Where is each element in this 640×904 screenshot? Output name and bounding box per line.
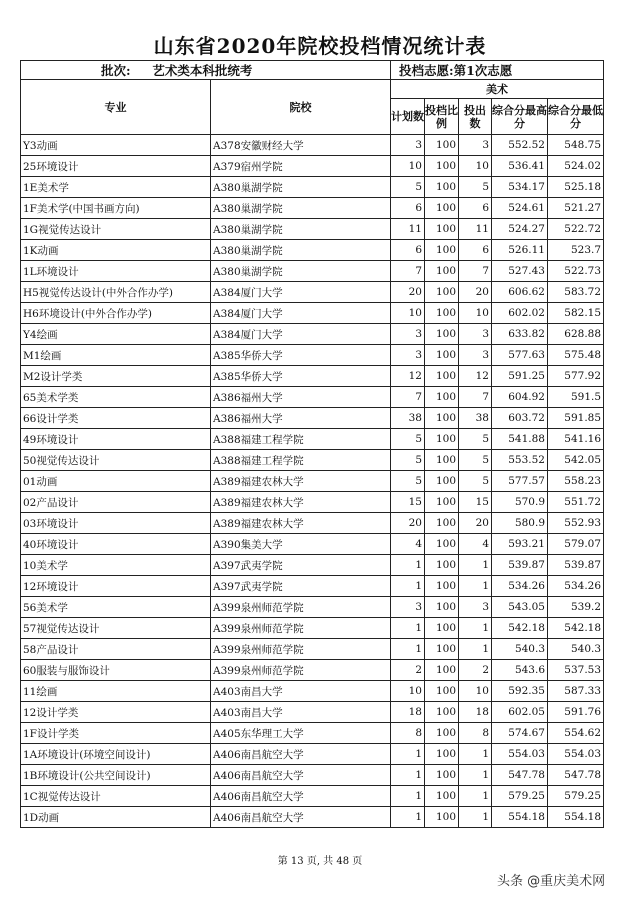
cell-ratio: 100	[425, 744, 459, 765]
cell-max: 524.27	[492, 219, 548, 240]
header-group: 美术	[391, 80, 604, 99]
cell-max: 527.43	[492, 261, 548, 282]
batch-cell	[21, 61, 391, 80]
table-row	[21, 723, 604, 744]
cell-plan: 3	[391, 135, 425, 156]
cell-major: 1D动画	[21, 807, 211, 828]
table-row	[21, 387, 604, 408]
cell-max: 543.6	[492, 660, 548, 681]
cell-major: 1L环境设计	[21, 261, 211, 282]
cell-max: 541.88	[492, 429, 548, 450]
cell-major: 49环境设计	[21, 429, 211, 450]
cell-school: A397武夷学院	[211, 576, 391, 597]
table-row	[21, 597, 604, 618]
cell-major: 1K动画	[21, 240, 211, 261]
cell-min: 582.15	[548, 303, 604, 324]
header-row-top	[21, 80, 604, 99]
cell-plan: 10	[391, 303, 425, 324]
cell-ratio: 100	[425, 429, 459, 450]
cell-plan: 5	[391, 177, 425, 198]
cell-max: 580.9	[492, 513, 548, 534]
cell-school: A388福建工程学院	[211, 429, 391, 450]
cell-plan: 12	[391, 366, 425, 387]
cell-major: 50视觉传达设计	[21, 450, 211, 471]
cell-out: 1	[459, 618, 492, 639]
cell-out: 1	[459, 786, 492, 807]
cell-out: 10	[459, 156, 492, 177]
cell-school: A385华侨大学	[211, 366, 391, 387]
cell-ratio: 100	[425, 366, 459, 387]
cell-school: A399泉州师范学院	[211, 618, 391, 639]
cell-max: 543.05	[492, 597, 548, 618]
cell-min: 552.93	[548, 513, 604, 534]
cell-max: 602.02	[492, 303, 548, 324]
cell-out: 5	[459, 450, 492, 471]
cell-plan: 38	[391, 408, 425, 429]
cell-plan: 3	[391, 324, 425, 345]
cell-ratio: 100	[425, 597, 459, 618]
cell-out: 2	[459, 660, 492, 681]
cell-out: 3	[459, 135, 492, 156]
cell-max: 552.52	[492, 135, 548, 156]
cell-out: 12	[459, 366, 492, 387]
table-row	[21, 408, 604, 429]
table-row	[21, 534, 604, 555]
cell-ratio: 100	[425, 450, 459, 471]
cell-plan: 1	[391, 786, 425, 807]
cell-school: A380巢湖学院	[211, 177, 391, 198]
cell-max: 604.92	[492, 387, 548, 408]
cell-ratio: 100	[425, 219, 459, 240]
cell-ratio: 100	[425, 471, 459, 492]
cell-max: 591.25	[492, 366, 548, 387]
page-footer: 第 13 页, 共 48 页	[277, 856, 363, 867]
cell-max: 534.26	[492, 576, 548, 597]
cell-min: 534.26	[548, 576, 604, 597]
cell-ratio: 100	[425, 618, 459, 639]
table-row	[21, 345, 604, 366]
cell-min: 591.76	[548, 702, 604, 723]
header-ratio: 投档比例	[425, 99, 459, 135]
cell-ratio: 100	[425, 303, 459, 324]
cell-max: 554.18	[492, 807, 548, 828]
cell-min: 539.87	[548, 555, 604, 576]
cell-major: M2设计学类	[21, 366, 211, 387]
table-row	[21, 177, 604, 198]
cell-out: 3	[459, 324, 492, 345]
cell-max: 606.62	[492, 282, 548, 303]
table-row	[21, 639, 604, 660]
cell-plan: 7	[391, 387, 425, 408]
cell-ratio: 100	[425, 135, 459, 156]
batch-row	[21, 61, 604, 80]
cell-ratio: 100	[425, 198, 459, 219]
cell-out: 20	[459, 282, 492, 303]
cell-out: 1	[459, 807, 492, 828]
cell-min: 579.25	[548, 786, 604, 807]
cell-school: A388福建工程学院	[211, 450, 391, 471]
cell-major: H6环境设计(中外合作办学)	[21, 303, 211, 324]
cell-out: 6	[459, 240, 492, 261]
table-row	[21, 450, 604, 471]
cell-ratio: 100	[425, 156, 459, 177]
cell-out: 7	[459, 387, 492, 408]
cell-plan: 6	[391, 240, 425, 261]
cell-min: 541.16	[548, 429, 604, 450]
cell-plan: 1	[391, 639, 425, 660]
cell-plan: 1	[391, 618, 425, 639]
table-row	[21, 681, 604, 702]
cell-plan: 7	[391, 261, 425, 282]
cell-plan: 10	[391, 156, 425, 177]
cell-major: H5视觉传达设计(中外合作办学)	[21, 282, 211, 303]
cell-major: 02产品设计	[21, 492, 211, 513]
cell-out: 1	[459, 639, 492, 660]
cell-out: 10	[459, 681, 492, 702]
cell-plan: 5	[391, 450, 425, 471]
cell-ratio: 100	[425, 261, 459, 282]
cell-major: Y4绘画	[21, 324, 211, 345]
cell-min: 628.88	[548, 324, 604, 345]
round-cell: 投档志愿:第1次志愿	[391, 61, 604, 80]
cell-major: M1绘画	[21, 345, 211, 366]
cell-max: 534.17	[492, 177, 548, 198]
cell-plan: 8	[391, 723, 425, 744]
cell-school: A399泉州师范学院	[211, 660, 391, 681]
cell-ratio: 100	[425, 324, 459, 345]
cell-ratio: 100	[425, 513, 459, 534]
cell-min: 554.18	[548, 807, 604, 828]
cell-max: 536.41	[492, 156, 548, 177]
cell-out: 1	[459, 765, 492, 786]
cell-school: A406南昌航空大学	[211, 786, 391, 807]
header-major: 专业	[21, 80, 211, 135]
cell-plan: 1	[391, 744, 425, 765]
cell-min: 522.73	[548, 261, 604, 282]
table-row	[21, 786, 604, 807]
cell-school: A399泉州师范学院	[211, 639, 391, 660]
cell-major: 57视觉传达设计	[21, 618, 211, 639]
cell-plan: 10	[391, 681, 425, 702]
cell-min: 542.05	[548, 450, 604, 471]
cell-out: 5	[459, 177, 492, 198]
cell-out: 18	[459, 702, 492, 723]
cell-plan: 2	[391, 660, 425, 681]
cell-max: 554.03	[492, 744, 548, 765]
table-row	[21, 240, 604, 261]
cell-school: A380巢湖学院	[211, 198, 391, 219]
watermark: 头条 @重庆美术网	[497, 874, 606, 889]
table-row	[21, 324, 604, 345]
cell-major: 1F美术学(中国书画方向)	[21, 198, 211, 219]
cell-min: 554.62	[548, 723, 604, 744]
cell-ratio: 100	[425, 639, 459, 660]
cell-max: 547.78	[492, 765, 548, 786]
cell-ratio: 100	[425, 723, 459, 744]
cell-min: 547.78	[548, 765, 604, 786]
header-school: 院校	[211, 80, 391, 135]
header-min: 综合分最低分	[548, 99, 604, 135]
cell-major: 1E美术学	[21, 177, 211, 198]
cell-min: 525.18	[548, 177, 604, 198]
cell-ratio: 100	[425, 240, 459, 261]
cell-plan: 11	[391, 219, 425, 240]
statistics-sheet	[20, 60, 603, 828]
table-row	[21, 366, 604, 387]
header-max: 综合分最高分	[492, 99, 548, 135]
cell-school: A406南昌航空大学	[211, 807, 391, 828]
cell-out: 6	[459, 198, 492, 219]
table-row	[21, 513, 604, 534]
cell-major: 58产品设计	[21, 639, 211, 660]
cell-major: 12设计学类	[21, 702, 211, 723]
table-row	[21, 618, 604, 639]
cell-school: A389福建农林大学	[211, 513, 391, 534]
table-row	[21, 660, 604, 681]
cell-min: 524.02	[548, 156, 604, 177]
cell-ratio: 100	[425, 534, 459, 555]
cell-min: 558.23	[548, 471, 604, 492]
cell-ratio: 100	[425, 681, 459, 702]
cell-out: 1	[459, 744, 492, 765]
cell-major: 65美术学类	[21, 387, 211, 408]
cell-plan: 5	[391, 471, 425, 492]
cell-school: A405东华理工大学	[211, 723, 391, 744]
cell-school: A384厦门大学	[211, 282, 391, 303]
cell-ratio: 100	[425, 492, 459, 513]
cell-school: A379宿州学院	[211, 156, 391, 177]
cell-min: 542.18	[548, 618, 604, 639]
table-row	[21, 807, 604, 828]
cell-out: 8	[459, 723, 492, 744]
cell-school: A389福建农林大学	[211, 471, 391, 492]
table-row	[21, 429, 604, 450]
cell-school: A399泉州师范学院	[211, 597, 391, 618]
cell-min: 583.72	[548, 282, 604, 303]
cell-major: 1F设计学类	[21, 723, 211, 744]
table-row	[21, 219, 604, 240]
cell-max: 524.61	[492, 198, 548, 219]
cell-min: 548.75	[548, 135, 604, 156]
table-row	[21, 471, 604, 492]
cell-min: 551.72	[548, 492, 604, 513]
cell-major: 10美术学	[21, 555, 211, 576]
cell-school: A403南昌大学	[211, 681, 391, 702]
cell-plan: 4	[391, 534, 425, 555]
cell-school: A390集美大学	[211, 534, 391, 555]
table-row	[21, 492, 604, 513]
cell-max: 542.18	[492, 618, 548, 639]
cell-out: 5	[459, 471, 492, 492]
header-plan: 计划数	[391, 99, 425, 135]
cell-school: A384厦门大学	[211, 324, 391, 345]
cell-school: A386福州大学	[211, 408, 391, 429]
cell-plan: 3	[391, 345, 425, 366]
batch-value: 艺术类本科批统考	[152, 63, 253, 78]
cell-min: 577.92	[548, 366, 604, 387]
cell-min: 579.07	[548, 534, 604, 555]
page-title: 山东省2020年院校投档情况统计表	[153, 34, 487, 58]
cell-min: 554.03	[548, 744, 604, 765]
cell-major: 60服装与服饰设计	[21, 660, 211, 681]
cell-ratio: 100	[425, 345, 459, 366]
cell-max: 539.87	[492, 555, 548, 576]
table-row	[21, 282, 604, 303]
cell-ratio: 100	[425, 177, 459, 198]
table-row	[21, 744, 604, 765]
cell-plan: 15	[391, 492, 425, 513]
cell-plan: 3	[391, 597, 425, 618]
cell-max: 603.72	[492, 408, 548, 429]
cell-out: 1	[459, 555, 492, 576]
cell-out: 1	[459, 576, 492, 597]
cell-major: 1B环境设计(公共空间设计)	[21, 765, 211, 786]
cell-plan: 1	[391, 555, 425, 576]
cell-school: A380巢湖学院	[211, 261, 391, 282]
cell-school: A397武夷学院	[211, 555, 391, 576]
cell-max: 579.25	[492, 786, 548, 807]
cell-major: 56美术学	[21, 597, 211, 618]
cell-plan: 1	[391, 807, 425, 828]
cell-major: 40环境设计	[21, 534, 211, 555]
cell-major: 11绘画	[21, 681, 211, 702]
batch-label: 批次:	[101, 63, 131, 78]
cell-max: 553.52	[492, 450, 548, 471]
cell-plan: 1	[391, 765, 425, 786]
cell-school: A380巢湖学院	[211, 240, 391, 261]
cell-ratio: 100	[425, 765, 459, 786]
cell-school: A385华侨大学	[211, 345, 391, 366]
table-row	[21, 135, 604, 156]
table-row	[21, 765, 604, 786]
cell-plan: 20	[391, 282, 425, 303]
cell-major: Y3动画	[21, 135, 211, 156]
cell-major: 66设计学类	[21, 408, 211, 429]
cell-major: 1G视觉传达设计	[21, 219, 211, 240]
cell-max: 526.11	[492, 240, 548, 261]
cell-max: 593.21	[492, 534, 548, 555]
cell-min: 587.33	[548, 681, 604, 702]
cell-plan: 5	[391, 429, 425, 450]
cell-out: 3	[459, 345, 492, 366]
cell-school: A406南昌航空大学	[211, 744, 391, 765]
cell-min: 523.7	[548, 240, 604, 261]
cell-ratio: 100	[425, 576, 459, 597]
cell-max: 570.9	[492, 492, 548, 513]
table-row	[21, 555, 604, 576]
cell-out: 7	[459, 261, 492, 282]
cell-ratio: 100	[425, 387, 459, 408]
cell-out: 4	[459, 534, 492, 555]
cell-ratio: 100	[425, 807, 459, 828]
cell-plan: 1	[391, 576, 425, 597]
cell-ratio: 100	[425, 555, 459, 576]
cell-max: 540.3	[492, 639, 548, 660]
cell-major: 1C视觉传达设计	[21, 786, 211, 807]
table-row	[21, 156, 604, 177]
cell-plan: 6	[391, 198, 425, 219]
cell-out: 20	[459, 513, 492, 534]
cell-max: 633.82	[492, 324, 548, 345]
cell-school: A403南昌大学	[211, 702, 391, 723]
cell-min: 591.5	[548, 387, 604, 408]
table-body	[21, 135, 604, 828]
cell-school: A384厦门大学	[211, 303, 391, 324]
cell-major: 03环境设计	[21, 513, 211, 534]
cell-ratio: 100	[425, 660, 459, 681]
cell-out: 11	[459, 219, 492, 240]
cell-school: A389福建农林大学	[211, 492, 391, 513]
cell-out: 15	[459, 492, 492, 513]
cell-plan: 18	[391, 702, 425, 723]
cell-max: 592.35	[492, 681, 548, 702]
cell-ratio: 100	[425, 408, 459, 429]
table-row	[21, 198, 604, 219]
cell-out: 5	[459, 429, 492, 450]
cell-out: 38	[459, 408, 492, 429]
cell-min: 575.48	[548, 345, 604, 366]
cell-ratio: 100	[425, 786, 459, 807]
table-row	[21, 576, 604, 597]
cell-min: 522.72	[548, 219, 604, 240]
cell-school: A406南昌航空大学	[211, 765, 391, 786]
cell-school: A378安徽财经大学	[211, 135, 391, 156]
cell-major: 1A环境设计(环境空间设计)	[21, 744, 211, 765]
cell-school: A386福州大学	[211, 387, 391, 408]
admission-table	[20, 60, 604, 828]
cell-major: 12环境设计	[21, 576, 211, 597]
cell-max: 574.67	[492, 723, 548, 744]
cell-ratio: 100	[425, 702, 459, 723]
cell-max: 602.05	[492, 702, 548, 723]
cell-out: 10	[459, 303, 492, 324]
cell-min: 539.2	[548, 597, 604, 618]
cell-min: 540.3	[548, 639, 604, 660]
header-out: 投出数	[459, 99, 492, 135]
table-row	[21, 303, 604, 324]
cell-out: 3	[459, 597, 492, 618]
cell-max: 577.57	[492, 471, 548, 492]
cell-school: A380巢湖学院	[211, 219, 391, 240]
cell-ratio: 100	[425, 282, 459, 303]
cell-min: 537.53	[548, 660, 604, 681]
cell-plan: 20	[391, 513, 425, 534]
cell-max: 577.63	[492, 345, 548, 366]
cell-major: 01动画	[21, 471, 211, 492]
table-row	[21, 702, 604, 723]
cell-min: 591.85	[548, 408, 604, 429]
cell-min: 521.27	[548, 198, 604, 219]
cell-major: 25环境设计	[21, 156, 211, 177]
table-row	[21, 261, 604, 282]
